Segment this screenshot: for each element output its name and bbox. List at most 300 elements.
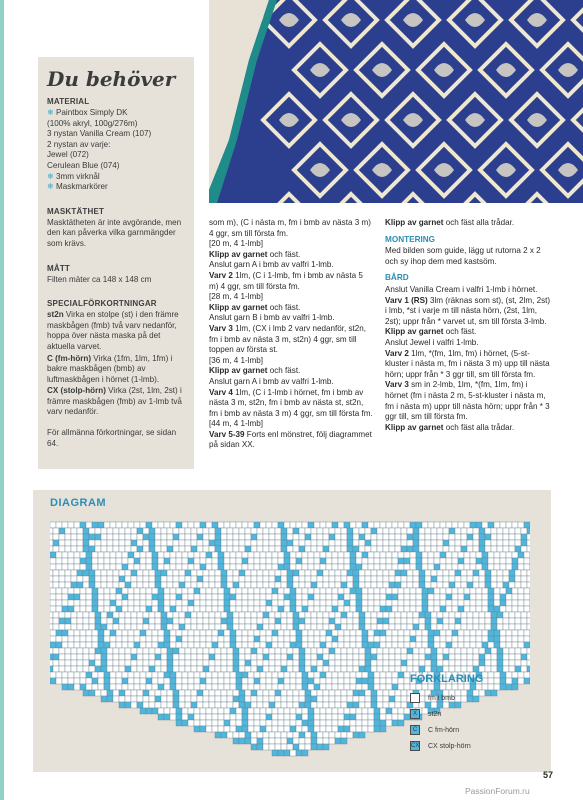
chart-cell: [134, 630, 140, 636]
chart-cell: [410, 558, 416, 564]
chart-cell: [77, 648, 83, 654]
chart-cell: [188, 552, 194, 558]
chart-cell: [239, 666, 245, 672]
chart-cell: [515, 660, 521, 666]
chart-cell: [119, 534, 125, 540]
chart-cell: [185, 612, 191, 618]
chart-cell: [467, 612, 473, 618]
chart-cell: [206, 564, 212, 570]
chart-cell: [119, 654, 125, 660]
chart-cell: [194, 714, 200, 720]
chart-cell: [104, 636, 110, 642]
chart-cell: [227, 648, 233, 654]
chart-cell: [434, 558, 440, 564]
chart-cell: [251, 540, 257, 546]
chart-cell: [443, 666, 449, 672]
chart-cell: [500, 600, 506, 606]
chart-cell: [122, 558, 128, 564]
chart-cell: [77, 570, 83, 576]
chart-cell: [59, 666, 65, 672]
chart-cell: [287, 648, 293, 654]
chart-cell: [74, 630, 80, 636]
chart-cell: [188, 558, 194, 564]
chart-cell: [77, 660, 83, 666]
chart-cell: [521, 612, 527, 618]
chart-cell: [386, 684, 392, 690]
chart-cell: [503, 546, 509, 552]
chart-cell: [134, 678, 140, 684]
chart-cell: [137, 540, 143, 546]
chart-cell: [389, 576, 395, 582]
chart-cell: [281, 534, 287, 540]
chart-cell: [68, 564, 74, 570]
chart-cell: [263, 654, 269, 660]
chart-cell: [203, 660, 209, 666]
chart-cell: [233, 690, 239, 696]
chart-cell: [380, 564, 386, 570]
chart-cell: [236, 678, 242, 684]
chart-cell: [392, 588, 398, 594]
chart-cell: [257, 570, 263, 576]
chart-cell: [131, 660, 137, 666]
chart-cell: [284, 606, 290, 612]
chart-cell: [107, 624, 113, 630]
chart-cell: [344, 708, 350, 714]
chart-cell: [386, 606, 392, 612]
chart-cell: [83, 612, 89, 618]
chart-cell: [395, 612, 401, 618]
chart-cell: [266, 588, 272, 594]
chart-cell: [416, 642, 422, 648]
chart-cell: [311, 702, 317, 708]
instruction-bold: Klipp av garnet: [385, 218, 444, 227]
chart-cell: [164, 672, 170, 678]
chart-cell: [245, 648, 251, 654]
chart-cell: [260, 684, 266, 690]
chart-cell: [164, 630, 170, 636]
chart-cell: [359, 576, 365, 582]
chart-cell: [302, 564, 308, 570]
chart-cell: [239, 528, 245, 534]
chart-cell: [362, 630, 368, 636]
chart-cell: [131, 648, 137, 654]
chart-cell: [194, 522, 200, 528]
chart-cell: [206, 672, 212, 678]
chart-cell: [467, 654, 473, 660]
chart-cell: [245, 660, 251, 666]
chart-cell: [230, 672, 236, 678]
chart-cell: [260, 600, 266, 606]
chart-cell: [113, 660, 119, 666]
chart-cell: [437, 612, 443, 618]
chart-cell: [503, 660, 509, 666]
chart-cell: [230, 678, 236, 684]
chart-cell: [125, 612, 131, 618]
chart-cell: [434, 600, 440, 606]
chart-cell: [386, 594, 392, 600]
chart-cell: [68, 594, 74, 600]
chart-cell: [152, 642, 158, 648]
chart-cell: [263, 576, 269, 582]
chart-cell: [158, 558, 164, 564]
instruction-bold: Varv 2: [385, 348, 409, 358]
chart-cell: [371, 648, 377, 654]
chart-cell: [290, 600, 296, 606]
chart-cell: [191, 648, 197, 654]
chart-cell: [194, 552, 200, 558]
chart-cell: [317, 582, 323, 588]
chart-cell: [170, 636, 176, 642]
chart-cell: [107, 612, 113, 618]
chart-cell: [323, 648, 329, 654]
chart-cell: [101, 696, 107, 702]
chart-cell: [374, 558, 380, 564]
chart-cell: [380, 714, 386, 720]
chart-cell: [404, 564, 410, 570]
chart-cell: [107, 690, 113, 696]
chart-cell: [350, 564, 356, 570]
chart-cell: [374, 522, 380, 528]
chart-cell: [197, 618, 203, 624]
chart-cell: [110, 588, 116, 594]
chart-cell: [239, 618, 245, 624]
chart-cell: [380, 678, 386, 684]
chart-cell: [266, 720, 272, 726]
chart-cell: [371, 618, 377, 624]
chart-cell: [476, 600, 482, 606]
chart-cell: [260, 630, 266, 636]
chart-cell: [500, 522, 506, 528]
chart-cell: [308, 708, 314, 714]
chart-cell: [425, 654, 431, 660]
chart-cell: [326, 594, 332, 600]
chart-cell: [68, 522, 74, 528]
chart-cell: [416, 600, 422, 606]
chart-cell: [173, 702, 179, 708]
chart-cell: [473, 612, 479, 618]
chart-cell: [197, 666, 203, 672]
chart-cell: [98, 558, 104, 564]
chart-cell: [176, 642, 182, 648]
material-line: [47, 129, 185, 140]
chart-cell: [224, 678, 230, 684]
chart-cell: [53, 654, 59, 660]
chart-cell: [248, 606, 254, 612]
chart-cell: [347, 540, 353, 546]
chart-cell: [278, 600, 284, 606]
chart-cell: [86, 564, 92, 570]
chart-cell: [119, 660, 125, 666]
chart-cell: [377, 696, 383, 702]
chart-cell: [494, 642, 500, 648]
chart-cell: [431, 648, 437, 654]
chart-cell: [461, 618, 467, 624]
chart-cell: [149, 624, 155, 630]
chart-cell: [332, 588, 338, 594]
chart-cell: [149, 612, 155, 618]
chart-cell: [257, 690, 263, 696]
chart-cell: [290, 606, 296, 612]
chart-cell: [263, 528, 269, 534]
chart-cell: [464, 606, 470, 612]
chart-cell: [185, 528, 191, 534]
chart-cell: [95, 618, 101, 624]
chart-cell: [221, 666, 227, 672]
chart-cell: [368, 678, 374, 684]
chart-cell: [104, 588, 110, 594]
chart-cell: [62, 600, 68, 606]
chart-cell: [275, 582, 281, 588]
chart-cell: [353, 546, 359, 552]
chart-cell: [113, 612, 119, 618]
chart-cell: [158, 600, 164, 606]
chart-cell: [281, 666, 287, 672]
chart-cell: [107, 540, 113, 546]
chart-cell: [158, 564, 164, 570]
chart-cell: [407, 666, 413, 672]
chart-cell: [395, 528, 401, 534]
chart-cell: [512, 522, 518, 528]
chart-cell: [56, 522, 62, 528]
chart-cell: [71, 648, 77, 654]
chart-cell: [260, 672, 266, 678]
chart-cell: [143, 546, 149, 552]
chart-cell: [185, 702, 191, 708]
chart-cell: [458, 606, 464, 612]
instruction-line: [209, 271, 373, 292]
chart-cell: [59, 582, 65, 588]
chart-cell: [146, 672, 152, 678]
chart-cell: [446, 552, 452, 558]
chart-cell: [215, 534, 221, 540]
chart-cell: [158, 672, 164, 678]
chart-cell: [362, 636, 368, 642]
chart-cell: [125, 570, 131, 576]
chart-cell: [233, 624, 239, 630]
chart-cell: [296, 600, 302, 606]
chart-cell: [299, 528, 305, 534]
chart-cell: [314, 594, 320, 600]
chart-cell: [374, 630, 380, 636]
chart-cell: [101, 690, 107, 696]
chart-cell: [266, 558, 272, 564]
chart-cell: [272, 558, 278, 564]
chart-cell: [359, 570, 365, 576]
chart-cell: [488, 630, 494, 636]
chart-cell: [401, 666, 407, 672]
chart-cell: [473, 546, 479, 552]
chart-cell: [215, 660, 221, 666]
chart-cell: [425, 660, 431, 666]
chart-cell: [377, 690, 383, 696]
chart-cell: [191, 624, 197, 630]
chart-cell: [353, 618, 359, 624]
chart-cell: [74, 600, 80, 606]
chart-cell: [371, 702, 377, 708]
chart-cell: [125, 540, 131, 546]
chart-cell: [305, 540, 311, 546]
chart-cell: [428, 600, 434, 606]
chart-cell: [164, 552, 170, 558]
chart-cell: [278, 564, 284, 570]
chart-cell: [83, 546, 89, 552]
chart-cell: [452, 600, 458, 606]
chart-cell: [458, 588, 464, 594]
chart-cell: [167, 540, 173, 546]
chart-cell: [248, 564, 254, 570]
chart-cell: [269, 624, 275, 630]
chart-cell: [53, 612, 59, 618]
chart-cell: [149, 666, 155, 672]
chart-cell: [443, 612, 449, 618]
chart-cell: [176, 684, 182, 690]
chart-cell: [281, 618, 287, 624]
chart-cell: [131, 570, 137, 576]
chart-cell: [359, 546, 365, 552]
chart-cell: [401, 612, 407, 618]
chart-cell: [524, 600, 530, 606]
chart-cell: [200, 678, 206, 684]
chart-cell: [503, 576, 509, 582]
chart-cell: [329, 654, 335, 660]
chart-cell: [491, 528, 497, 534]
chart-cell: [302, 558, 308, 564]
chart-cell: [317, 666, 323, 672]
chart-cell: [89, 612, 95, 618]
chart-cell: [260, 564, 266, 570]
chart-cell: [341, 702, 347, 708]
chart-cell: [251, 660, 257, 666]
chart-cell: [251, 702, 257, 708]
chart-cell: [272, 672, 278, 678]
chart-cell: [392, 636, 398, 642]
chart-cell: [131, 540, 137, 546]
chart-cell: [392, 564, 398, 570]
chart-cell: [68, 600, 74, 606]
chart-cell: [377, 612, 383, 618]
chart-cell: [389, 612, 395, 618]
chart-cell: [347, 696, 353, 702]
chart-cell: [365, 702, 371, 708]
chart-cell: [491, 660, 497, 666]
chart-cell: [146, 522, 152, 528]
chart-cell: [53, 582, 59, 588]
chart-cell: [182, 606, 188, 612]
chart-cell: [374, 720, 380, 726]
chart-cell: [389, 570, 395, 576]
chart-cell: [386, 558, 392, 564]
chart-cell: [338, 636, 344, 642]
chart-cell: [290, 630, 296, 636]
chart-cell: [356, 522, 362, 528]
chart-cell: [50, 642, 56, 648]
chart-cell: [83, 666, 89, 672]
chart-cell: [134, 684, 140, 690]
chart-cell: [221, 696, 227, 702]
chart-cell: [104, 642, 110, 648]
chart-cell: [308, 642, 314, 648]
chart-cell: [206, 522, 212, 528]
chart-cell: [455, 540, 461, 546]
chart-cell: [497, 576, 503, 582]
chart-cell: [497, 528, 503, 534]
chart-cell: [380, 636, 386, 642]
chart-cell: [161, 546, 167, 552]
chart-cell: [335, 624, 341, 630]
chart-cell: [137, 648, 143, 654]
chart-cell: [86, 588, 92, 594]
chart-cell: [284, 714, 290, 720]
chart-cell: [302, 594, 308, 600]
chart-cell: [467, 648, 473, 654]
chart-cell: [305, 612, 311, 618]
chart-cell: [398, 600, 404, 606]
chart-cell: [164, 678, 170, 684]
chart-cell: [77, 540, 83, 546]
chart-cell: [197, 540, 203, 546]
chart-cell: [149, 660, 155, 666]
chart-cell: [404, 588, 410, 594]
chart-cell: [128, 552, 134, 558]
chart-cell: [485, 666, 491, 672]
chart-cell: [395, 690, 401, 696]
chart-cell: [338, 606, 344, 612]
chart-cell: [326, 678, 332, 684]
chart-cell: [287, 624, 293, 630]
instruction-line: [385, 327, 551, 338]
chart-cell: [68, 678, 74, 684]
chart-cell: [128, 606, 134, 612]
chart-cell: [179, 696, 185, 702]
chart-cell: [491, 648, 497, 654]
page-edge-strip: [0, 0, 4, 800]
chart-cell: [266, 714, 272, 720]
chart-cell: [119, 648, 125, 654]
chart-cell: [371, 570, 377, 576]
instruction-bold: Varv 3: [385, 380, 409, 390]
chart-cell: [197, 654, 203, 660]
chart-cell: [311, 540, 317, 546]
chart-cell: [185, 666, 191, 672]
chart-cell: [524, 630, 530, 636]
chart-cell: [332, 714, 338, 720]
chart-cell: [290, 642, 296, 648]
chart-cell: [116, 684, 122, 690]
chart-cell: [140, 558, 146, 564]
chart-cell: [158, 636, 164, 642]
chart-cell: [179, 570, 185, 576]
chart-cell: [344, 600, 350, 606]
chart-cell: [401, 648, 407, 654]
chart-cell: [428, 558, 434, 564]
chart-cell: [293, 528, 299, 534]
chart-cell: [191, 612, 197, 618]
chart-cell: [353, 624, 359, 630]
chart-cell: [230, 558, 236, 564]
chart-cell: [482, 642, 488, 648]
chart-cell: [527, 660, 530, 666]
chart-cell: [221, 546, 227, 552]
chart-cell: [347, 702, 353, 708]
chart-cell: [371, 528, 377, 534]
chart-cell: [140, 642, 146, 648]
chart-cell: [146, 642, 152, 648]
chart-cell: [149, 618, 155, 624]
chart-cell: [140, 708, 146, 714]
chart-cell: [206, 708, 212, 714]
chart-cell: [323, 618, 329, 624]
chart-cell: [518, 630, 524, 636]
